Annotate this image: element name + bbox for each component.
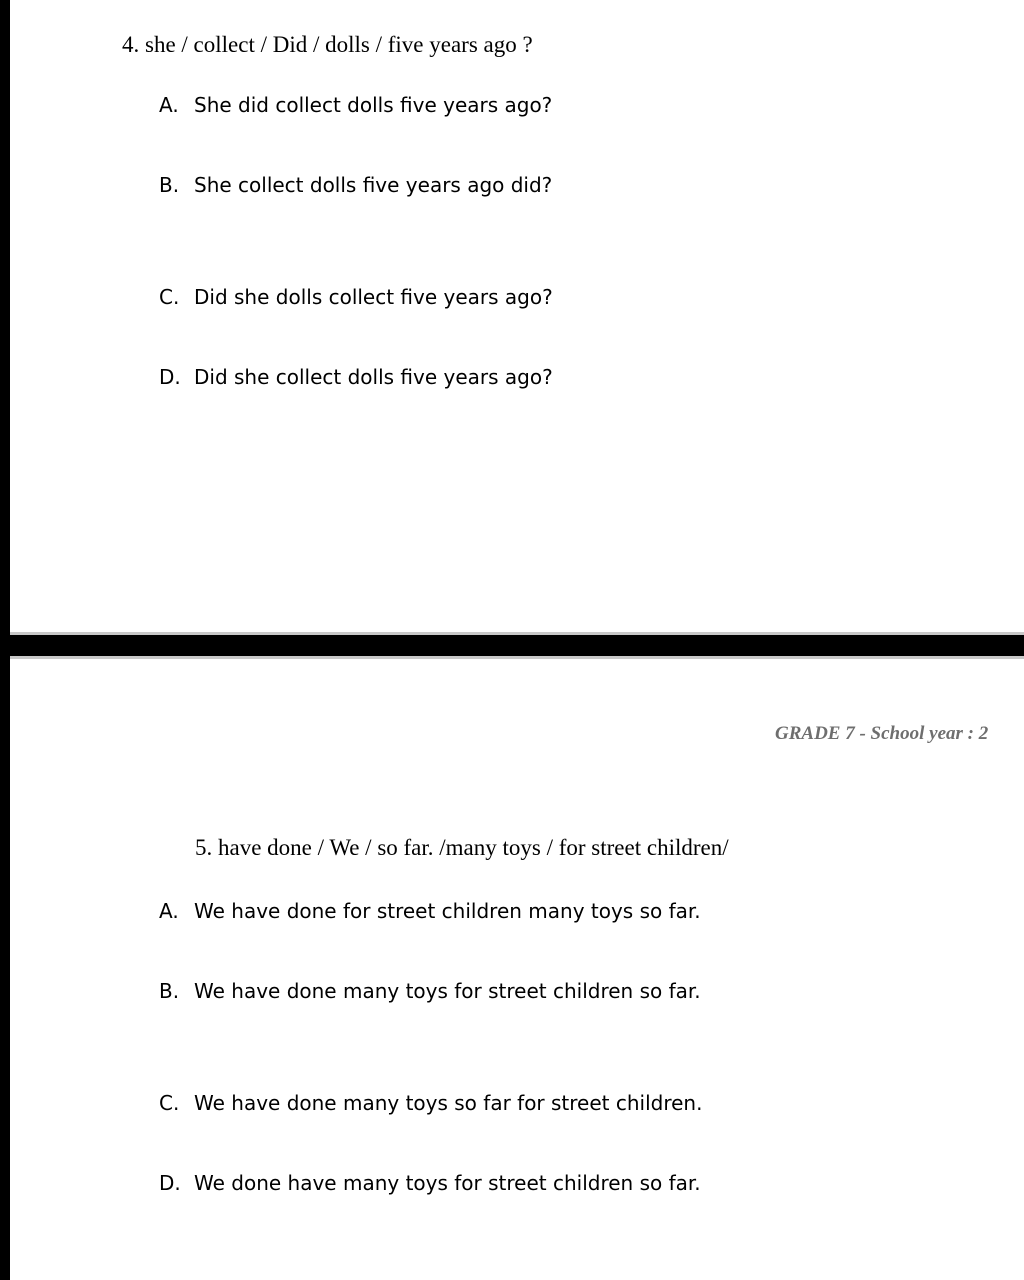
option-text: Did she collect dolls five years ago? [194,365,553,389]
question-4: 4. she / collect / Did / dolls / five years ago ? [122,32,533,57]
option-letter: B. [159,979,180,1003]
option-letter: C. [159,1091,180,1115]
option-letter: D. [159,365,181,389]
option-text: We have done for street children many toys so far. [194,899,701,923]
option-text: She did collect dolls five years ago? [194,93,553,117]
option-text: We done have many toys for street children so far. [194,1171,701,1195]
option-letter: A. [159,93,179,117]
option-text: She collect dolls five years ago did? [194,173,553,197]
page-header: GRADE 7 - School year : 2 [775,723,989,744]
option-c [159,285,553,309]
option-letter: A. [159,899,179,923]
option-letter: B. [159,173,180,197]
option-d [159,365,553,389]
option-b [159,173,552,197]
option-letter: D. [159,1171,181,1195]
option-d [159,1171,701,1195]
option-b [159,979,701,1003]
option-text: We have done many toys so far for street children. [194,1091,703,1115]
document-page-1 [10,0,1024,635]
option-letter: C. [159,285,180,309]
option-text: We have done many toys for street children so far. [194,979,701,1003]
option-a [159,93,552,117]
question-5: 5. have done / We / so far. /many toys / for street children/ [195,835,729,860]
option-a [159,899,701,923]
option-c [159,1091,702,1115]
option-text: Did she dolls collect five years ago? [194,285,553,309]
document-page-2 [10,656,1024,1280]
